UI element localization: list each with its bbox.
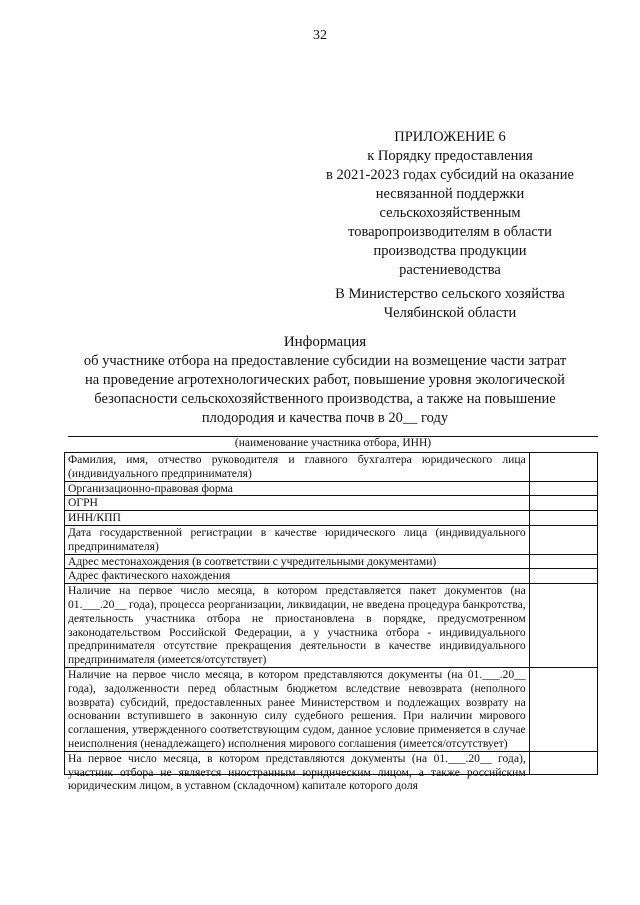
appendix-line: к Порядку предоставления <box>367 148 533 164</box>
table-row <box>65 667 598 751</box>
row-value-cell[interactable] <box>529 496 597 511</box>
table-row <box>65 554 598 569</box>
row-label: Адрес фактического нахождения <box>65 569 530 584</box>
row-label: Дата государственной регистрации в качестве юридического лица (индивидуального предпринимателя) <box>65 525 530 554</box>
appendix-line: сельскохозяйственным <box>379 205 521 221</box>
appendix-line: в 2021-2023 годах субсидий на оказание <box>326 167 574 183</box>
row-label: Наличие на первое число месяца, в котором представляется пакет документов (на 01.___.20__ года), процесса реорганизации, ликвидации, не введена процедура банкротства, деятельность участника отбора не приостановлена в порядке, предусмотренном законодательством Российской Федерации, а у участника отбора - индивидуального предпринимателя отсутствие прекращения деятельности в качестве индивидуального предпринимателя (имеется/отсутствует) <box>65 584 530 668</box>
row-label: Наличие на первое число месяца, в котором представляются документы (на 01.___.20__ года), задолженности перед областным бюджетом вследствие невозврата (неполного возврата) субсидий, предоставленных ранее Министерством и подлежащих возврату на основании вступившего в законную силу судебного решения. При наличии мирового соглашения, утвержденного соответствующим судом, данное условие применяется в случае неисполнения (ненадлежащего) исполнения мирового соглашения (имеется/отсутствует) <box>65 667 530 751</box>
row-label-text: На первое число месяца, в котором представляются документы (на 01.___.20__ года), участник отбора не является иностранным юридическим лицом, а также российским юридическим лицом, в уставном (складочном) капитале которого доля <box>68 751 526 793</box>
row-label <box>65 751 530 793</box>
page-number: 32 <box>313 28 327 43</box>
row-label: Фамилия, имя, отчество руководителя и главного бухгалтера юридического лица (индивидуального предпринимателя) <box>65 453 530 482</box>
table-row <box>65 525 598 554</box>
participant-caption: (наименование участника отбора, ИНН) <box>234 437 432 449</box>
document-title-line: безопасности сельскохозяйственного производства, а также на повышение <box>94 391 556 407</box>
row-value-cell[interactable] <box>529 751 597 774</box>
appendix-line: растениеводства <box>399 262 501 278</box>
appendix-line: товаропроизводителям в области <box>348 224 552 240</box>
table-row <box>65 584 598 668</box>
table-row <box>65 569 598 584</box>
document-title-line: на проведение агротехнологических работ, повышение уровня экологической <box>85 372 565 388</box>
document-title-line: плодородия и качества почв в 20__ году <box>201 410 449 426</box>
row-label: ИНН/КПП <box>65 511 530 526</box>
row-value-cell[interactable] <box>529 569 597 584</box>
row-value-cell[interactable] <box>529 525 597 554</box>
appendix-block <box>300 128 600 280</box>
row-value-cell[interactable] <box>529 511 597 526</box>
row-label: Адрес местонахождения (в соответствии с учредительными документами) <box>65 554 530 569</box>
row-label: Организационно-правовая форма <box>65 481 530 496</box>
row-value-cell[interactable] <box>529 481 597 496</box>
table-row <box>65 496 598 511</box>
appendix-line: производства продукции <box>373 243 527 259</box>
row-value-cell[interactable] <box>529 667 597 751</box>
table-row <box>65 751 598 774</box>
table-row <box>65 453 598 482</box>
addressee-line: В Министерство сельского хозяйства <box>335 286 565 302</box>
row-value-cell[interactable] <box>529 453 597 482</box>
info-table <box>64 452 598 793</box>
document-title <box>60 333 590 428</box>
table-row <box>65 511 598 526</box>
row-value-cell[interactable] <box>529 584 597 668</box>
appendix-line: несвязанной поддержки <box>375 186 525 202</box>
appendix-title: ПРИЛОЖЕНИЕ 6 <box>394 129 506 145</box>
document-title-line: об участнике отбора на предоставление субсидии на возмещение части затрат <box>83 353 567 369</box>
addressee-block <box>300 285 600 323</box>
addressee-line: Челябинской области <box>383 305 517 321</box>
row-value-cell[interactable] <box>529 554 597 569</box>
document-heading: Информация <box>283 334 367 350</box>
table-row <box>65 481 598 496</box>
row-label: ОГРН <box>65 496 530 511</box>
